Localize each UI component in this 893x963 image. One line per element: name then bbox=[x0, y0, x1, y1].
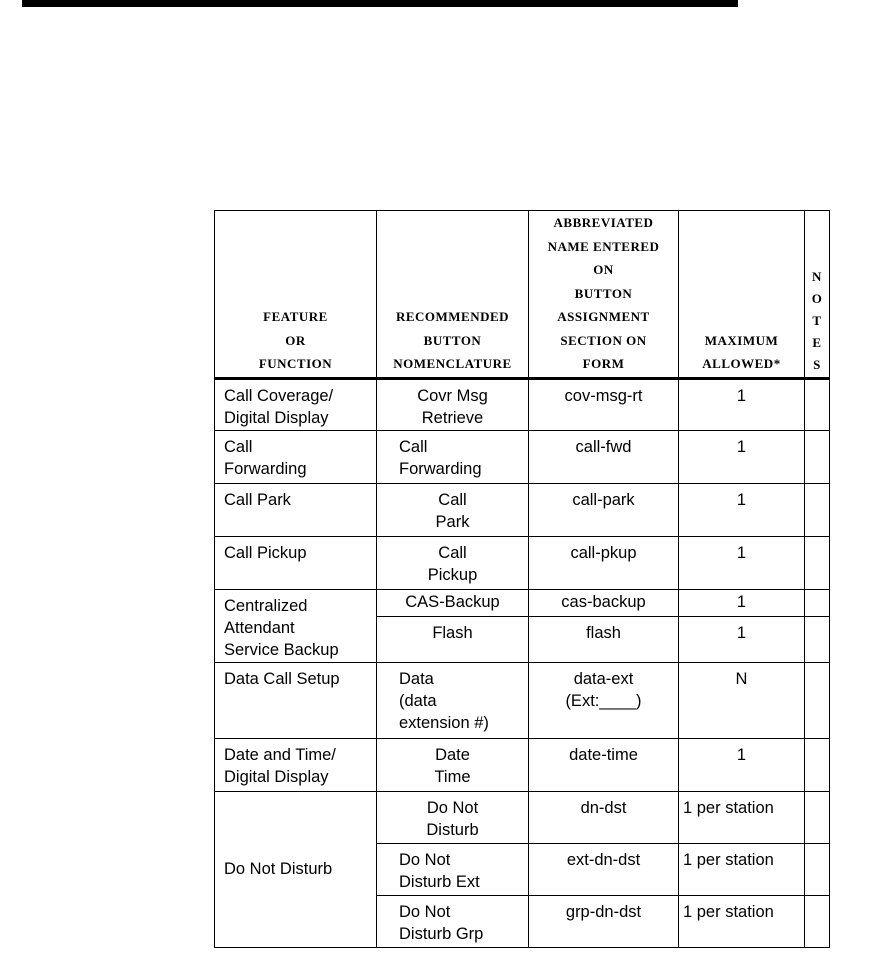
notes-cell bbox=[805, 895, 830, 947]
header-feature: FEATURE OR FUNCTION bbox=[215, 211, 377, 379]
maximum-cell: 1 per station bbox=[679, 895, 805, 947]
maximum-cell: 1 bbox=[679, 430, 805, 483]
abbreviation-cell: data-ext (Ext:____) bbox=[529, 662, 679, 738]
notes-cell bbox=[805, 589, 830, 616]
maximum-cell: 1 bbox=[679, 536, 805, 589]
table-row bbox=[215, 589, 830, 616]
maximum-cell: 1 bbox=[679, 616, 805, 662]
maximum-cell: 1 bbox=[679, 483, 805, 536]
button-name-cell: Date Time bbox=[377, 738, 529, 791]
button-name-cell: Call Forwarding bbox=[377, 430, 529, 483]
button-name-cell: Do Not Disturb Ext bbox=[377, 843, 529, 895]
feature-cell: Data Call Setup bbox=[215, 662, 377, 738]
notes-cell bbox=[805, 791, 830, 843]
abbreviation-cell: call-park bbox=[529, 483, 679, 536]
header-notes: N O T E S bbox=[805, 211, 830, 379]
feature-cell: Call Park bbox=[215, 483, 377, 536]
table-row bbox=[215, 791, 830, 843]
feature-cell: Do Not Disturb bbox=[215, 791, 377, 947]
notes-cell bbox=[805, 378, 830, 430]
abbreviation-cell: cas-backup bbox=[529, 589, 679, 616]
notes-cell bbox=[805, 536, 830, 589]
feature-cell: Centralized Attendant Service Backup bbox=[215, 589, 377, 662]
maximum-cell: 1 bbox=[679, 378, 805, 430]
button-name-cell: Covr Msg Retrieve bbox=[377, 378, 529, 430]
feature-cell: Call Coverage/ Digital Display bbox=[215, 378, 377, 430]
button-name-cell: Data (data extension #) bbox=[377, 662, 529, 738]
maximum-cell: N bbox=[679, 662, 805, 738]
table-row bbox=[215, 536, 830, 589]
header-maximum: MAXIMUM ALLOWED* bbox=[679, 211, 805, 379]
maximum-cell: 1 per station bbox=[679, 843, 805, 895]
table-row bbox=[215, 378, 830, 430]
header-recommended: RECOMMENDED BUTTON NOMENCLATURE bbox=[377, 211, 529, 379]
maximum-cell: 1 bbox=[679, 738, 805, 791]
notes-cell bbox=[805, 430, 830, 483]
notes-cell bbox=[805, 843, 830, 895]
button-name-cell: Call Park bbox=[377, 483, 529, 536]
feature-cell: Date and Time/ Digital Display bbox=[215, 738, 377, 791]
maximum-cell: 1 bbox=[679, 589, 805, 616]
abbreviation-cell: ext-dn-dst bbox=[529, 843, 679, 895]
table-row bbox=[215, 430, 830, 483]
abbreviation-cell: date-time bbox=[529, 738, 679, 791]
button-name-cell: Flash bbox=[377, 616, 529, 662]
notes-cell bbox=[805, 738, 830, 791]
button-assignment-table bbox=[214, 210, 830, 948]
abbreviation-cell: flash bbox=[529, 616, 679, 662]
feature-cell: Call Pickup bbox=[215, 536, 377, 589]
feature-cell: Call Forwarding bbox=[215, 430, 377, 483]
button-name-cell: Do Not Disturb bbox=[377, 791, 529, 843]
top-rule bbox=[22, 0, 738, 7]
maximum-cell: 1 per station bbox=[679, 791, 805, 843]
table-row bbox=[215, 738, 830, 791]
button-name-cell: CAS-Backup bbox=[377, 589, 529, 616]
notes-cell bbox=[805, 483, 830, 536]
abbreviation-cell: cov-msg-rt bbox=[529, 378, 679, 430]
abbreviation-cell: dn-dst bbox=[529, 791, 679, 843]
notes-cell bbox=[805, 616, 830, 662]
button-name-cell: Do Not Disturb Grp bbox=[377, 895, 529, 947]
table-row bbox=[215, 483, 830, 536]
header-abbreviated: ABBREVIATED NAME ENTERED ON BUTTON ASSIGNMENT SECTION ON FORM bbox=[529, 211, 679, 379]
abbreviation-cell: call-pkup bbox=[529, 536, 679, 589]
header-row bbox=[215, 211, 830, 379]
table-row bbox=[215, 662, 830, 738]
abbreviation-cell: grp-dn-dst bbox=[529, 895, 679, 947]
abbreviation-cell: call-fwd bbox=[529, 430, 679, 483]
button-name-cell: Call Pickup bbox=[377, 536, 529, 589]
notes-cell bbox=[805, 662, 830, 738]
